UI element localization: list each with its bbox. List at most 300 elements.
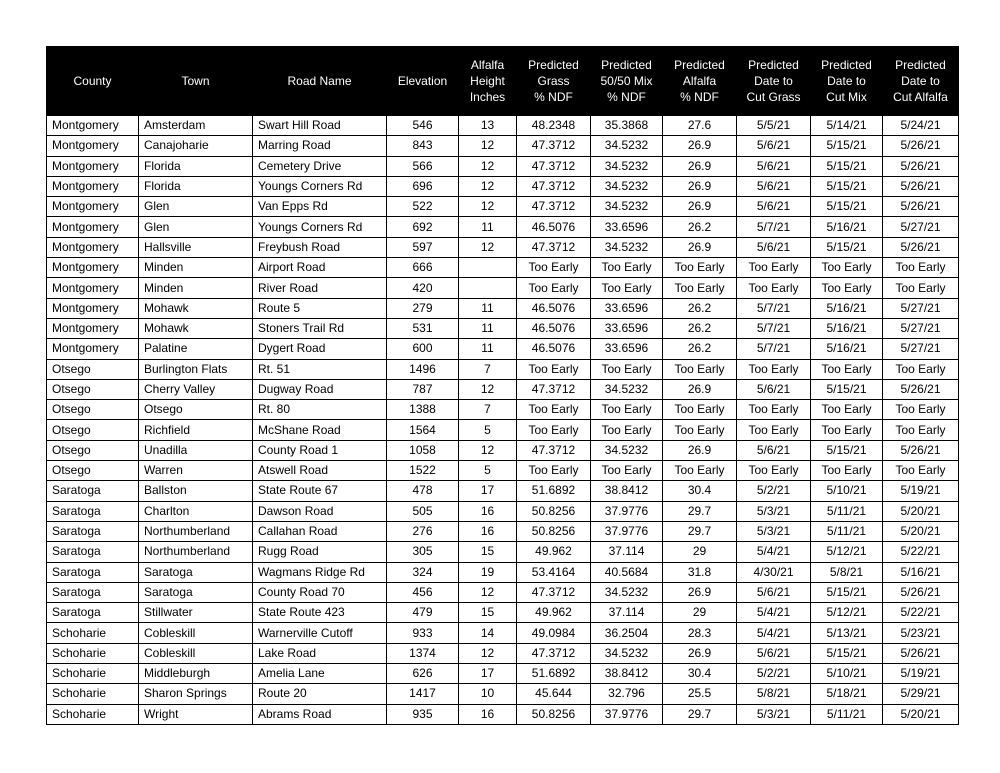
- table-row: [47, 623, 959, 643]
- cell-alfalfa-height: 12: [459, 440, 517, 460]
- cell-road-name: Dawson Road: [253, 501, 387, 521]
- cell-elevation: 1564: [387, 420, 459, 440]
- cell-grass-ndf: 47.3712: [517, 379, 591, 399]
- cell-cut-alfalfa-date: 5/27/21: [883, 339, 959, 359]
- cell-road-name: Route 5: [253, 298, 387, 318]
- cell-road-name: Airport Road: [253, 258, 387, 278]
- table-row: [47, 217, 959, 237]
- cell-town: Hallsville: [139, 237, 253, 257]
- table-row: [47, 461, 959, 481]
- cell-road-name: Atswell Road: [253, 461, 387, 481]
- cell-grass-ndf: 50.8256: [517, 501, 591, 521]
- cell-county: Saratoga: [47, 542, 139, 562]
- cell-cut-grass-date: 5/7/21: [737, 298, 811, 318]
- cell-cut-alfalfa-date: 5/26/21: [883, 440, 959, 460]
- column-header-alfalfa-ndf: Predicted Alfalfa % NDF: [663, 47, 737, 116]
- cell-cut-grass-date: Too Early: [737, 461, 811, 481]
- cell-cut-grass-date: 5/6/21: [737, 156, 811, 176]
- cell-elevation: 597: [387, 237, 459, 257]
- cell-cut-grass-date: 5/3/21: [737, 501, 811, 521]
- cell-alfalfa-ndf: 26.9: [663, 582, 737, 602]
- column-header-mix-ndf: Predicted 50/50 Mix % NDF: [591, 47, 663, 116]
- cell-cut-alfalfa-date: 5/26/21: [883, 176, 959, 196]
- cell-mix-ndf: 33.6596: [591, 339, 663, 359]
- cell-town: Canajoharie: [139, 136, 253, 156]
- cell-cut-grass-date: 5/5/21: [737, 116, 811, 136]
- cell-road-name: McShane Road: [253, 420, 387, 440]
- cell-alfalfa-ndf: 26.9: [663, 237, 737, 257]
- cell-cut-alfalfa-date: 5/20/21: [883, 501, 959, 521]
- cell-elevation: 305: [387, 542, 459, 562]
- cell-cut-alfalfa-date: 5/19/21: [883, 481, 959, 501]
- cell-alfalfa-ndf: 26.2: [663, 217, 737, 237]
- cell-road-name: Callahan Road: [253, 521, 387, 541]
- cell-cut-grass-date: 5/6/21: [737, 379, 811, 399]
- cell-mix-ndf: 37.114: [591, 542, 663, 562]
- cell-alfalfa-height: 5: [459, 461, 517, 481]
- cell-town: Charlton: [139, 501, 253, 521]
- cell-grass-ndf: 51.6892: [517, 664, 591, 684]
- cell-cut-alfalfa-date: 5/22/21: [883, 542, 959, 562]
- cell-alfalfa-height: 16: [459, 704, 517, 724]
- cell-mix-ndf: Too Early: [591, 461, 663, 481]
- cell-road-name: Youngs Corners Rd: [253, 176, 387, 196]
- table-row: [47, 156, 959, 176]
- cell-county: Montgomery: [47, 136, 139, 156]
- cell-grass-ndf: 50.8256: [517, 704, 591, 724]
- cell-county: Montgomery: [47, 156, 139, 176]
- cell-county: Otsego: [47, 440, 139, 460]
- cell-alfalfa-ndf: 29: [663, 542, 737, 562]
- cell-grass-ndf: 46.5076: [517, 298, 591, 318]
- cell-elevation: 478: [387, 481, 459, 501]
- table-row: [47, 542, 959, 562]
- cell-town: Northumberland: [139, 521, 253, 541]
- cell-cut-grass-date: 5/6/21: [737, 197, 811, 217]
- cell-cut-grass-date: 5/6/21: [737, 582, 811, 602]
- cell-alfalfa-height: 12: [459, 582, 517, 602]
- cell-town: Richfield: [139, 420, 253, 440]
- cell-grass-ndf: 49.0984: [517, 623, 591, 643]
- cell-elevation: 787: [387, 379, 459, 399]
- cell-road-name: Warnerville Cutoff: [253, 623, 387, 643]
- cell-alfalfa-height: 11: [459, 298, 517, 318]
- cell-alfalfa-height: 7: [459, 359, 517, 379]
- table-header: [47, 47, 959, 116]
- column-header-town: Town: [139, 47, 253, 116]
- cell-alfalfa-height: 10: [459, 684, 517, 704]
- cell-cut-alfalfa-date: 5/22/21: [883, 603, 959, 623]
- cell-mix-ndf: 34.5232: [591, 582, 663, 602]
- cell-alfalfa-height: 7: [459, 400, 517, 420]
- cell-alfalfa-height: 13: [459, 116, 517, 136]
- cell-cut-mix-date: 5/15/21: [811, 197, 883, 217]
- cell-cut-mix-date: 5/10/21: [811, 481, 883, 501]
- cell-elevation: 935: [387, 704, 459, 724]
- cell-road-name: State Route 67: [253, 481, 387, 501]
- cell-cut-grass-date: Too Early: [737, 359, 811, 379]
- cell-cut-mix-date: 5/11/21: [811, 521, 883, 541]
- cell-alfalfa-ndf: 26.2: [663, 318, 737, 338]
- cell-alfalfa-height: 12: [459, 136, 517, 156]
- column-header-cut-grass-date: Predicted Date to Cut Grass: [737, 47, 811, 116]
- cell-mix-ndf: 34.5232: [591, 176, 663, 196]
- cell-cut-grass-date: 5/6/21: [737, 643, 811, 663]
- cell-cut-mix-date: 5/16/21: [811, 318, 883, 338]
- cell-cut-alfalfa-date: 5/29/21: [883, 684, 959, 704]
- cell-town: Mohawk: [139, 318, 253, 338]
- cell-grass-ndf: 50.8256: [517, 521, 591, 541]
- cell-cut-mix-date: 5/8/21: [811, 562, 883, 582]
- cell-mix-ndf: Too Early: [591, 258, 663, 278]
- cell-town: Unadilla: [139, 440, 253, 460]
- cell-cut-grass-date: 5/6/21: [737, 176, 811, 196]
- cell-alfalfa-ndf: 31.8: [663, 562, 737, 582]
- cell-road-name: Lake Road: [253, 643, 387, 663]
- cell-alfalfa-height: 5: [459, 420, 517, 440]
- cell-cut-mix-date: Too Early: [811, 258, 883, 278]
- cell-cut-alfalfa-date: Too Early: [883, 400, 959, 420]
- cell-cut-mix-date: 5/16/21: [811, 298, 883, 318]
- cell-road-name: Stoners Trail Rd: [253, 318, 387, 338]
- cell-grass-ndf: Too Early: [517, 420, 591, 440]
- cell-cut-mix-date: 5/10/21: [811, 664, 883, 684]
- cell-road-name: Route 20: [253, 684, 387, 704]
- cell-road-name: Swart Hill Road: [253, 116, 387, 136]
- cell-elevation: 505: [387, 501, 459, 521]
- cell-elevation: 546: [387, 116, 459, 136]
- table-row: [47, 136, 959, 156]
- cell-cut-grass-date: 5/8/21: [737, 684, 811, 704]
- cell-cut-grass-date: 5/7/21: [737, 217, 811, 237]
- cell-cut-mix-date: 5/11/21: [811, 501, 883, 521]
- cell-cut-alfalfa-date: 5/20/21: [883, 521, 959, 541]
- cell-town: Glen: [139, 217, 253, 237]
- cell-elevation: 600: [387, 339, 459, 359]
- ndf-prediction-table: [46, 46, 959, 725]
- cell-elevation: 1417: [387, 684, 459, 704]
- cell-mix-ndf: 34.5232: [591, 197, 663, 217]
- cell-cut-grass-date: 5/3/21: [737, 521, 811, 541]
- cell-cut-mix-date: Too Early: [811, 359, 883, 379]
- cell-road-name: Rt. 80: [253, 400, 387, 420]
- cell-cut-alfalfa-date: Too Early: [883, 258, 959, 278]
- cell-town: Saratoga: [139, 562, 253, 582]
- cell-elevation: 566: [387, 156, 459, 176]
- column-header-alfalfa-height: Alfalfa Height Inches: [459, 47, 517, 116]
- cell-grass-ndf: 49.962: [517, 603, 591, 623]
- cell-mix-ndf: Too Early: [591, 420, 663, 440]
- cell-cut-alfalfa-date: 5/20/21: [883, 704, 959, 724]
- cell-grass-ndf: Too Early: [517, 400, 591, 420]
- cell-county: Montgomery: [47, 339, 139, 359]
- cell-county: Saratoga: [47, 582, 139, 602]
- cell-cut-grass-date: 5/6/21: [737, 136, 811, 156]
- cell-grass-ndf: 46.5076: [517, 339, 591, 359]
- table-row: [47, 318, 959, 338]
- cell-town: Burlington Flats: [139, 359, 253, 379]
- cell-mix-ndf: 34.5232: [591, 156, 663, 176]
- cell-cut-alfalfa-date: Too Early: [883, 278, 959, 298]
- cell-elevation: 666: [387, 258, 459, 278]
- cell-grass-ndf: 47.3712: [517, 582, 591, 602]
- cell-road-name: Van Epps Rd: [253, 197, 387, 217]
- cell-elevation: 1058: [387, 440, 459, 460]
- table-row: [47, 116, 959, 136]
- cell-alfalfa-ndf: Too Early: [663, 400, 737, 420]
- cell-town: Otsego: [139, 400, 253, 420]
- cell-elevation: 933: [387, 623, 459, 643]
- cell-cut-mix-date: Too Early: [811, 278, 883, 298]
- cell-county: Montgomery: [47, 278, 139, 298]
- cell-elevation: 1374: [387, 643, 459, 663]
- cell-grass-ndf: 47.3712: [517, 136, 591, 156]
- cell-county: Otsego: [47, 420, 139, 440]
- cell-cut-mix-date: 5/15/21: [811, 136, 883, 156]
- cell-town: Middleburgh: [139, 664, 253, 684]
- cell-road-name: County Road 70: [253, 582, 387, 602]
- cell-county: Schoharie: [47, 684, 139, 704]
- cell-cut-mix-date: 5/12/21: [811, 542, 883, 562]
- cell-alfalfa-height: 11: [459, 318, 517, 338]
- cell-grass-ndf: Too Early: [517, 278, 591, 298]
- table-row: [47, 339, 959, 359]
- cell-alfalfa-ndf: 26.9: [663, 156, 737, 176]
- cell-elevation: 843: [387, 136, 459, 156]
- cell-alfalfa-height: 11: [459, 339, 517, 359]
- cell-alfalfa-height: 11: [459, 217, 517, 237]
- cell-mix-ndf: 33.6596: [591, 298, 663, 318]
- column-header-cut-alfalfa-date: Predicted Date to Cut Alfalfa: [883, 47, 959, 116]
- cell-mix-ndf: 34.5232: [591, 237, 663, 257]
- cell-alfalfa-height: 17: [459, 664, 517, 684]
- table-row: [47, 359, 959, 379]
- cell-alfalfa-ndf: 27.6: [663, 116, 737, 136]
- cell-alfalfa-ndf: 25.5: [663, 684, 737, 704]
- cell-county: Saratoga: [47, 501, 139, 521]
- cell-cut-grass-date: 4/30/21: [737, 562, 811, 582]
- cell-road-name: Rt. 51: [253, 359, 387, 379]
- cell-county: Saratoga: [47, 521, 139, 541]
- cell-alfalfa-ndf: 26.9: [663, 197, 737, 217]
- table-row: [47, 176, 959, 196]
- cell-town: Minden: [139, 278, 253, 298]
- cell-elevation: 456: [387, 582, 459, 602]
- cell-cut-mix-date: 5/13/21: [811, 623, 883, 643]
- cell-alfalfa-ndf: Too Early: [663, 461, 737, 481]
- cell-road-name: State Route 423: [253, 603, 387, 623]
- cell-elevation: 696: [387, 176, 459, 196]
- cell-elevation: 1388: [387, 400, 459, 420]
- cell-elevation: 626: [387, 664, 459, 684]
- cell-county: Otsego: [47, 461, 139, 481]
- cell-alfalfa-ndf: Too Early: [663, 258, 737, 278]
- cell-alfalfa-ndf: 30.4: [663, 481, 737, 501]
- cell-mix-ndf: 33.6596: [591, 318, 663, 338]
- cell-mix-ndf: 35.3868: [591, 116, 663, 136]
- cell-alfalfa-ndf: 26.9: [663, 643, 737, 663]
- cell-cut-alfalfa-date: 5/23/21: [883, 623, 959, 643]
- cell-town: Sharon Springs: [139, 684, 253, 704]
- cell-road-name: River Road: [253, 278, 387, 298]
- cell-cut-alfalfa-date: 5/19/21: [883, 664, 959, 684]
- cell-mix-ndf: 38.8412: [591, 481, 663, 501]
- cell-grass-ndf: 53.4164: [517, 562, 591, 582]
- cell-grass-ndf: 47.3712: [517, 643, 591, 663]
- cell-alfalfa-height: [459, 258, 517, 278]
- cell-county: Saratoga: [47, 562, 139, 582]
- table-row: [47, 420, 959, 440]
- cell-alfalfa-ndf: 29.7: [663, 704, 737, 724]
- cell-cut-mix-date: 5/15/21: [811, 176, 883, 196]
- cell-cut-grass-date: 5/3/21: [737, 704, 811, 724]
- cell-mix-ndf: 38.8412: [591, 664, 663, 684]
- cell-alfalfa-height: 19: [459, 562, 517, 582]
- column-header-elevation: Elevation: [387, 47, 459, 116]
- cell-town: Amsterdam: [139, 116, 253, 136]
- cell-county: Otsego: [47, 379, 139, 399]
- cell-county: Schoharie: [47, 664, 139, 684]
- cell-cut-mix-date: 5/16/21: [811, 339, 883, 359]
- cell-county: Schoharie: [47, 643, 139, 663]
- cell-grass-ndf: 47.3712: [517, 156, 591, 176]
- cell-alfalfa-height: 12: [459, 197, 517, 217]
- cell-mix-ndf: Too Early: [591, 359, 663, 379]
- cell-road-name: Wagmans Ridge Rd: [253, 562, 387, 582]
- cell-road-name: Dugway Road: [253, 379, 387, 399]
- table-row: [47, 664, 959, 684]
- cell-cut-mix-date: 5/15/21: [811, 582, 883, 602]
- cell-county: Montgomery: [47, 298, 139, 318]
- cell-cut-alfalfa-date: 5/26/21: [883, 197, 959, 217]
- cell-cut-mix-date: 5/15/21: [811, 237, 883, 257]
- cell-town: Northumberland: [139, 542, 253, 562]
- cell-cut-alfalfa-date: Too Early: [883, 359, 959, 379]
- cell-town: Ballston: [139, 481, 253, 501]
- cell-elevation: 1522: [387, 461, 459, 481]
- cell-grass-ndf: 51.6892: [517, 481, 591, 501]
- cell-cut-grass-date: 5/4/21: [737, 623, 811, 643]
- table-row: [47, 481, 959, 501]
- cell-road-name: Abrams Road: [253, 704, 387, 724]
- cell-alfalfa-ndf: 30.4: [663, 664, 737, 684]
- cell-cut-mix-date: 5/16/21: [811, 217, 883, 237]
- cell-road-name: County Road 1: [253, 440, 387, 460]
- cell-cut-mix-date: 5/14/21: [811, 116, 883, 136]
- cell-cut-mix-date: 5/11/21: [811, 704, 883, 724]
- column-header-grass-ndf: Predicted Grass % NDF: [517, 47, 591, 116]
- cell-alfalfa-ndf: 26.2: [663, 298, 737, 318]
- cell-cut-alfalfa-date: 5/16/21: [883, 562, 959, 582]
- cell-grass-ndf: 46.5076: [517, 217, 591, 237]
- cell-county: Schoharie: [47, 704, 139, 724]
- cell-town: Wright: [139, 704, 253, 724]
- cell-town: Cherry Valley: [139, 379, 253, 399]
- cell-grass-ndf: 47.3712: [517, 197, 591, 217]
- cell-town: Stillwater: [139, 603, 253, 623]
- cell-grass-ndf: 46.5076: [517, 318, 591, 338]
- cell-cut-grass-date: 5/2/21: [737, 481, 811, 501]
- cell-mix-ndf: 34.5232: [591, 643, 663, 663]
- cell-cut-alfalfa-date: 5/27/21: [883, 217, 959, 237]
- cell-road-name: Youngs Corners Rd: [253, 217, 387, 237]
- cell-county: Schoharie: [47, 623, 139, 643]
- cell-mix-ndf: 34.5232: [591, 136, 663, 156]
- table-body: [47, 116, 959, 725]
- cell-alfalfa-height: 12: [459, 156, 517, 176]
- cell-county: Montgomery: [47, 237, 139, 257]
- cell-cut-grass-date: 5/2/21: [737, 664, 811, 684]
- cell-cut-grass-date: Too Early: [737, 278, 811, 298]
- cell-cut-mix-date: 5/15/21: [811, 379, 883, 399]
- table-row: [47, 562, 959, 582]
- cell-cut-alfalfa-date: Too Early: [883, 461, 959, 481]
- cell-cut-alfalfa-date: 5/27/21: [883, 298, 959, 318]
- cell-cut-grass-date: Too Early: [737, 258, 811, 278]
- cell-town: Palatine: [139, 339, 253, 359]
- cell-alfalfa-height: 17: [459, 481, 517, 501]
- cell-town: Saratoga: [139, 582, 253, 602]
- cell-town: Mohawk: [139, 298, 253, 318]
- cell-grass-ndf: 47.3712: [517, 176, 591, 196]
- cell-cut-alfalfa-date: 5/27/21: [883, 318, 959, 338]
- cell-alfalfa-ndf: 29.7: [663, 521, 737, 541]
- cell-county: Montgomery: [47, 176, 139, 196]
- cell-alfalfa-ndf: 29.7: [663, 501, 737, 521]
- cell-town: Florida: [139, 156, 253, 176]
- cell-town: Warren: [139, 461, 253, 481]
- column-header-cut-mix-date: Predicted Date to Cut Mix: [811, 47, 883, 116]
- cell-cut-alfalfa-date: 5/26/21: [883, 379, 959, 399]
- cell-alfalfa-ndf: 26.9: [663, 136, 737, 156]
- cell-cut-mix-date: 5/12/21: [811, 603, 883, 623]
- table-row: [47, 298, 959, 318]
- cell-alfalfa-height: 15: [459, 542, 517, 562]
- cell-mix-ndf: Too Early: [591, 278, 663, 298]
- cell-elevation: 420: [387, 278, 459, 298]
- table-row: [47, 379, 959, 399]
- table-row: [47, 440, 959, 460]
- cell-alfalfa-ndf: 26.2: [663, 339, 737, 359]
- cell-mix-ndf: 34.5232: [591, 379, 663, 399]
- cell-road-name: Cemetery Drive: [253, 156, 387, 176]
- cell-alfalfa-height: 12: [459, 643, 517, 663]
- table-row: [47, 237, 959, 257]
- cell-county: Montgomery: [47, 258, 139, 278]
- cell-alfalfa-ndf: Too Early: [663, 278, 737, 298]
- cell-county: Saratoga: [47, 481, 139, 501]
- cell-mix-ndf: 37.9776: [591, 521, 663, 541]
- table-row: [47, 704, 959, 724]
- cell-cut-alfalfa-date: Too Early: [883, 420, 959, 440]
- table-row: [47, 643, 959, 663]
- table-row: [47, 278, 959, 298]
- cell-county: Montgomery: [47, 197, 139, 217]
- cell-cut-grass-date: 5/4/21: [737, 603, 811, 623]
- cell-grass-ndf: Too Early: [517, 461, 591, 481]
- cell-cut-grass-date: Too Early: [737, 400, 811, 420]
- cell-town: Cobleskill: [139, 643, 253, 663]
- cell-town: Cobleskill: [139, 623, 253, 643]
- column-header-county: County: [47, 47, 139, 116]
- cell-cut-alfalfa-date: 5/26/21: [883, 156, 959, 176]
- cell-town: Glen: [139, 197, 253, 217]
- cell-grass-ndf: 47.3712: [517, 440, 591, 460]
- cell-mix-ndf: 32.796: [591, 684, 663, 704]
- cell-town: Florida: [139, 176, 253, 196]
- cell-road-name: Freybush Road: [253, 237, 387, 257]
- cell-grass-ndf: 49.962: [517, 542, 591, 562]
